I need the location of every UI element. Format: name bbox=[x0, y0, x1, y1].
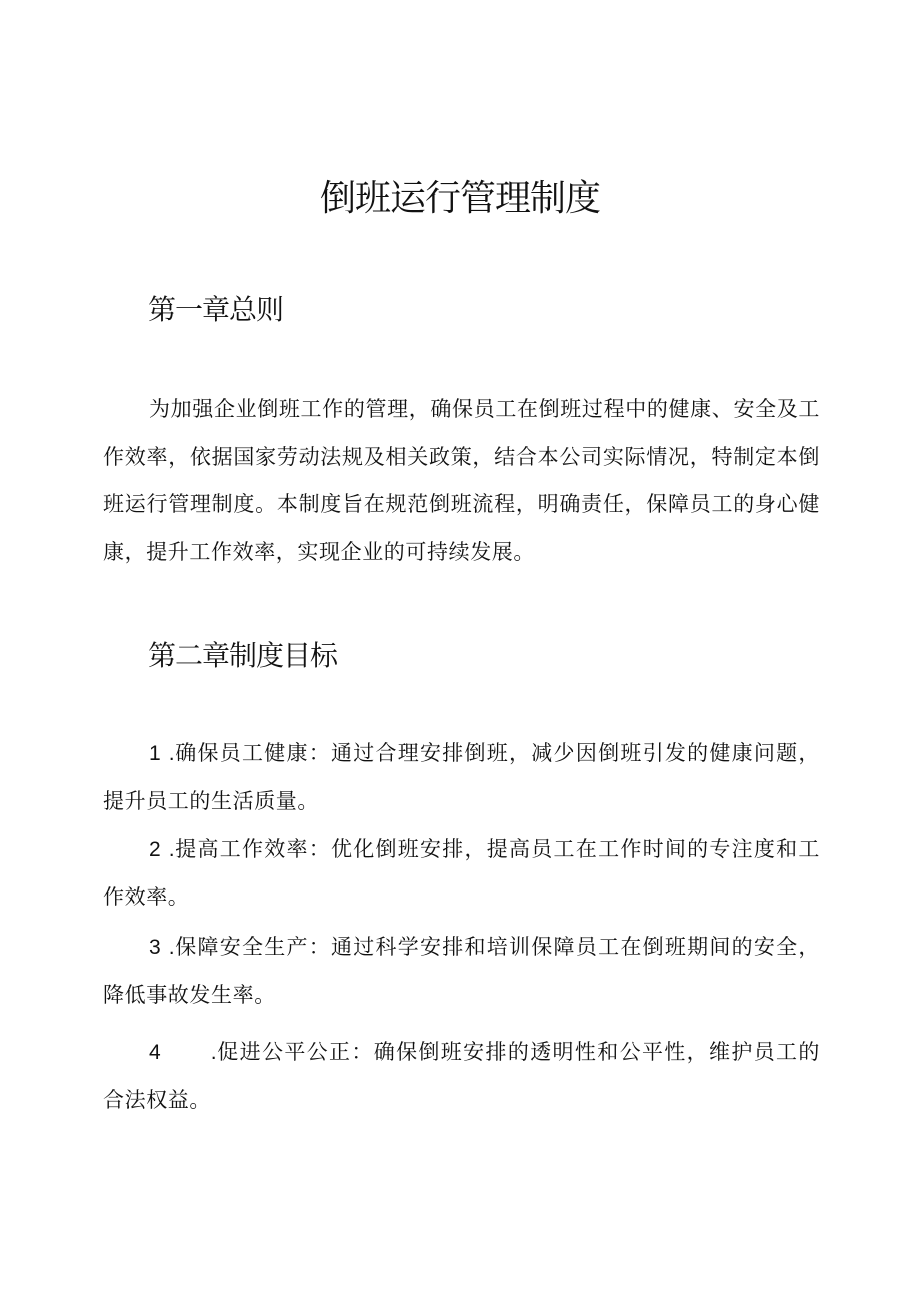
goal-item-separator: . bbox=[210, 1041, 217, 1064]
goal-item-text: 保障安全生产：通过科学安排和培训保障员工在倒班期间的安全，降低事故发生率。 bbox=[103, 935, 820, 1007]
goal-item bbox=[103, 1029, 820, 1124]
goal-item-number: 2 bbox=[149, 838, 161, 861]
document-title: 倒班运行管理制度 bbox=[319, 178, 600, 219]
goal-item-text: 提高工作效率：优化倒班安排，提高员工在工作时间的专注度和工作效率。 bbox=[103, 837, 820, 909]
goal-item-separator: . bbox=[168, 936, 175, 959]
goal-item-separator: . bbox=[168, 742, 175, 765]
chapter-2-heading: 第二章制度目标 bbox=[148, 639, 338, 672]
goal-item-number: 4 bbox=[149, 1041, 161, 1064]
goal-item bbox=[103, 730, 820, 825]
goal-item bbox=[103, 924, 820, 1019]
goal-item bbox=[103, 826, 820, 921]
goal-item-separator: . bbox=[168, 838, 175, 861]
chapter-1-paragraph: 为加强企业倒班工作的管理，确保员工在倒班过程中的健康、安全及工作效率，依据国家劳动法规及相关政策，结合本公司实际情况，特制定本倒班运行管理制度。本制度旨在规范倒班流程，明确责任，保障员工的身心健康，提升工作效率，实现企业的可持续发展。 bbox=[103, 397, 820, 564]
goal-item-text: 确保员工健康：通过合理安排倒班，减少因倒班引发的健康问题，提升员工的生活质量。 bbox=[103, 741, 820, 813]
goal-item-number: 1 bbox=[149, 742, 161, 765]
goal-item-number: 3 bbox=[149, 936, 161, 959]
chapter-1-heading: 第一章总则 bbox=[148, 293, 284, 326]
goal-item-text: 促进公平公正：确保倒班安排的透明性和公平性，维护员工的合法权益。 bbox=[103, 1040, 820, 1112]
